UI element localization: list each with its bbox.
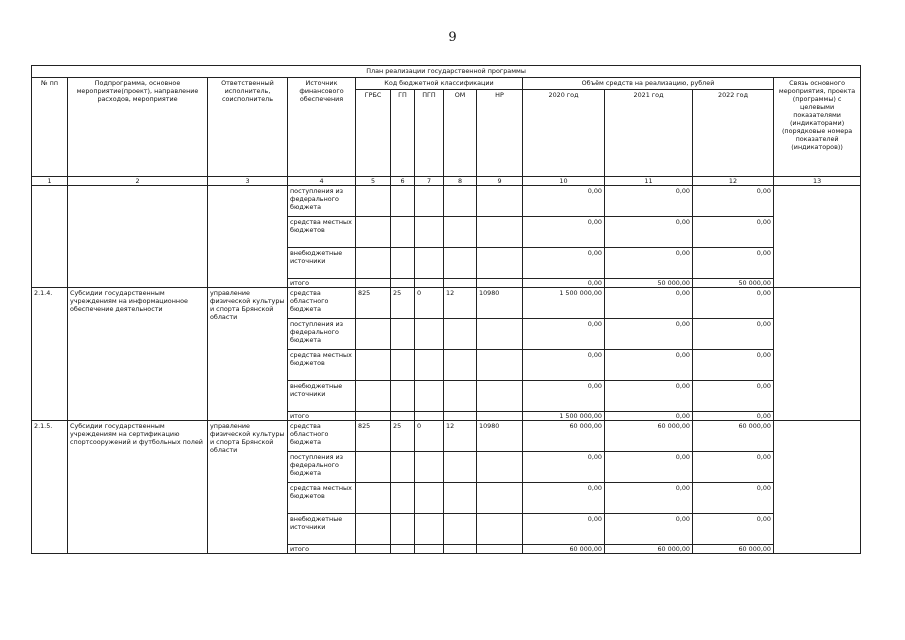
code-gp: 25 [391, 288, 415, 319]
value-2020: 0,00 [523, 186, 605, 217]
column-number-row [32, 177, 861, 186]
value-2022: 0,00 [693, 288, 774, 319]
col-number: 6 [391, 177, 415, 186]
item-responsible: управление физической культуры и спорта Брянской области [208, 421, 288, 554]
table-row [32, 421, 861, 452]
header-2022: 2022 год [693, 90, 774, 177]
value-2021: 0,00 [605, 412, 693, 421]
value-2022: 0,00 [693, 452, 774, 483]
value-2022: 0,00 [693, 217, 774, 248]
header-gp: ГП [391, 90, 415, 177]
header-grbs: ГРБС [356, 90, 391, 177]
source-label: средства местных бюджетов [288, 350, 356, 381]
cont-name-cell [68, 186, 208, 288]
code-np: 10980 [477, 421, 523, 452]
header-responsible: Ответственный исполнитель, соисполнитель [208, 78, 288, 177]
value-2020: 60 000,00 [523, 421, 605, 452]
col-number: 9 [477, 177, 523, 186]
value-2022: 50 000,00 [693, 279, 774, 288]
header-om: ОМ [444, 90, 477, 177]
code-om: 12 [444, 421, 477, 452]
program-plan-table [31, 65, 861, 554]
col-number: 12 [693, 177, 774, 186]
code-om: 12 [444, 288, 477, 319]
item-number: 2.1.5. [32, 421, 68, 554]
page-number: 9 [448, 30, 457, 45]
item-number: 2.1.4. [32, 288, 68, 421]
value-2021: 0,00 [605, 288, 693, 319]
source-label: поступления из федерального бюджета [288, 452, 356, 483]
cont-num-cell [32, 186, 68, 288]
source-label: средства областного бюджета [288, 421, 356, 452]
header-link: Связь основного мероприятия, проекта (программы) с целевыми показателями (индикаторами) (порядковые номера показателей (индикаторов)) [774, 78, 861, 177]
code-grbs: 825 [356, 288, 391, 319]
link-cell [774, 421, 861, 554]
value-2021: 0,00 [605, 381, 693, 412]
source-label: внебюджетные источники [288, 381, 356, 412]
item-name: Субсидии государственным учреждениям на сертификацию спортсооружений и футбольных полей [68, 421, 208, 554]
header-2021: 2021 год [605, 90, 693, 177]
col-number: 13 [774, 177, 861, 186]
source-label: итого [288, 279, 356, 288]
source-label: внебюджетные источники [288, 248, 356, 279]
table-row [32, 288, 861, 319]
value-2022: 0,00 [693, 483, 774, 514]
value-2021: 0,00 [605, 483, 693, 514]
value-2022: 60 000,00 [693, 421, 774, 452]
source-label: поступления из федерального бюджета [288, 186, 356, 217]
cont-responsible-cell [208, 186, 288, 288]
value-2021: 0,00 [605, 350, 693, 381]
value-2021: 0,00 [605, 514, 693, 545]
source-label: средства местных бюджетов [288, 483, 356, 514]
code-pgp: 0 [415, 421, 444, 452]
value-2020: 0,00 [523, 350, 605, 381]
col-number: 2 [68, 177, 208, 186]
value-2022: 0,00 [693, 248, 774, 279]
item-name: Субсидии государственным учреждениям на информационное обеспечение деятельности [68, 288, 208, 421]
source-label: поступления из федерального бюджета [288, 319, 356, 350]
item-responsible: управление физической культуры и спорта Брянской области [208, 288, 288, 421]
value-2020: 0,00 [523, 279, 605, 288]
col-number: 3 [208, 177, 288, 186]
value-2020: 1 500 000,00 [523, 412, 605, 421]
col-number: 1 [32, 177, 68, 186]
value-2020: 60 000,00 [523, 545, 605, 554]
header-budget-code: Код бюджетной классификации [356, 78, 523, 90]
source-label: внебюджетные источники [288, 514, 356, 545]
table-title: План реализации государственной программы [32, 66, 861, 78]
link-cell [774, 186, 861, 288]
value-2020: 0,00 [523, 381, 605, 412]
col-number: 4 [288, 177, 356, 186]
header-pgp: ПГП [415, 90, 444, 177]
col-number: 7 [415, 177, 444, 186]
table-row [32, 186, 861, 217]
value-2020: 0,00 [523, 514, 605, 545]
source-label: итого [288, 412, 356, 421]
value-2021: 0,00 [605, 186, 693, 217]
source-label: итого [288, 545, 356, 554]
value-2020: 1 500 000,00 [523, 288, 605, 319]
value-2022: 0,00 [693, 350, 774, 381]
value-2021: 0,00 [605, 319, 693, 350]
value-2022: 0,00 [693, 381, 774, 412]
value-2021: 60 000,00 [605, 545, 693, 554]
header-np: НР [477, 90, 523, 177]
value-2022: 0,00 [693, 186, 774, 217]
col-number: 11 [605, 177, 693, 186]
header-2020: 2020 год [523, 90, 605, 177]
value-2022: 0,00 [693, 412, 774, 421]
value-2020: 0,00 [523, 248, 605, 279]
value-2020: 0,00 [523, 217, 605, 248]
code-gp: 25 [391, 421, 415, 452]
header-num: № пп [32, 78, 68, 177]
value-2022: 60 000,00 [693, 545, 774, 554]
value-2020: 0,00 [523, 319, 605, 350]
value-2021: 0,00 [605, 217, 693, 248]
value-2021: 0,00 [605, 248, 693, 279]
value-2021: 0,00 [605, 452, 693, 483]
source-label: средства областного бюджета [288, 288, 356, 319]
code-grbs: 825 [356, 421, 391, 452]
value-2020: 0,00 [523, 452, 605, 483]
header-funds: Объём средств на реализацию, рублей [523, 78, 774, 90]
source-label: средства местных бюджетов [288, 217, 356, 248]
header-subprogram: Подпрограмма, основное мероприятие(проект), направление расходов, мероприятие [68, 78, 208, 177]
header-source: Источник финансового обеспечения [288, 78, 356, 177]
col-number: 8 [444, 177, 477, 186]
value-2021: 60 000,00 [605, 421, 693, 452]
code-pgp: 0 [415, 288, 444, 319]
code-np: 10980 [477, 288, 523, 319]
col-number: 5 [356, 177, 391, 186]
value-2020: 0,00 [523, 483, 605, 514]
link-cell [774, 288, 861, 421]
value-2022: 0,00 [693, 514, 774, 545]
value-2021: 50 000,00 [605, 279, 693, 288]
col-number: 10 [523, 177, 605, 186]
value-2022: 0,00 [693, 319, 774, 350]
